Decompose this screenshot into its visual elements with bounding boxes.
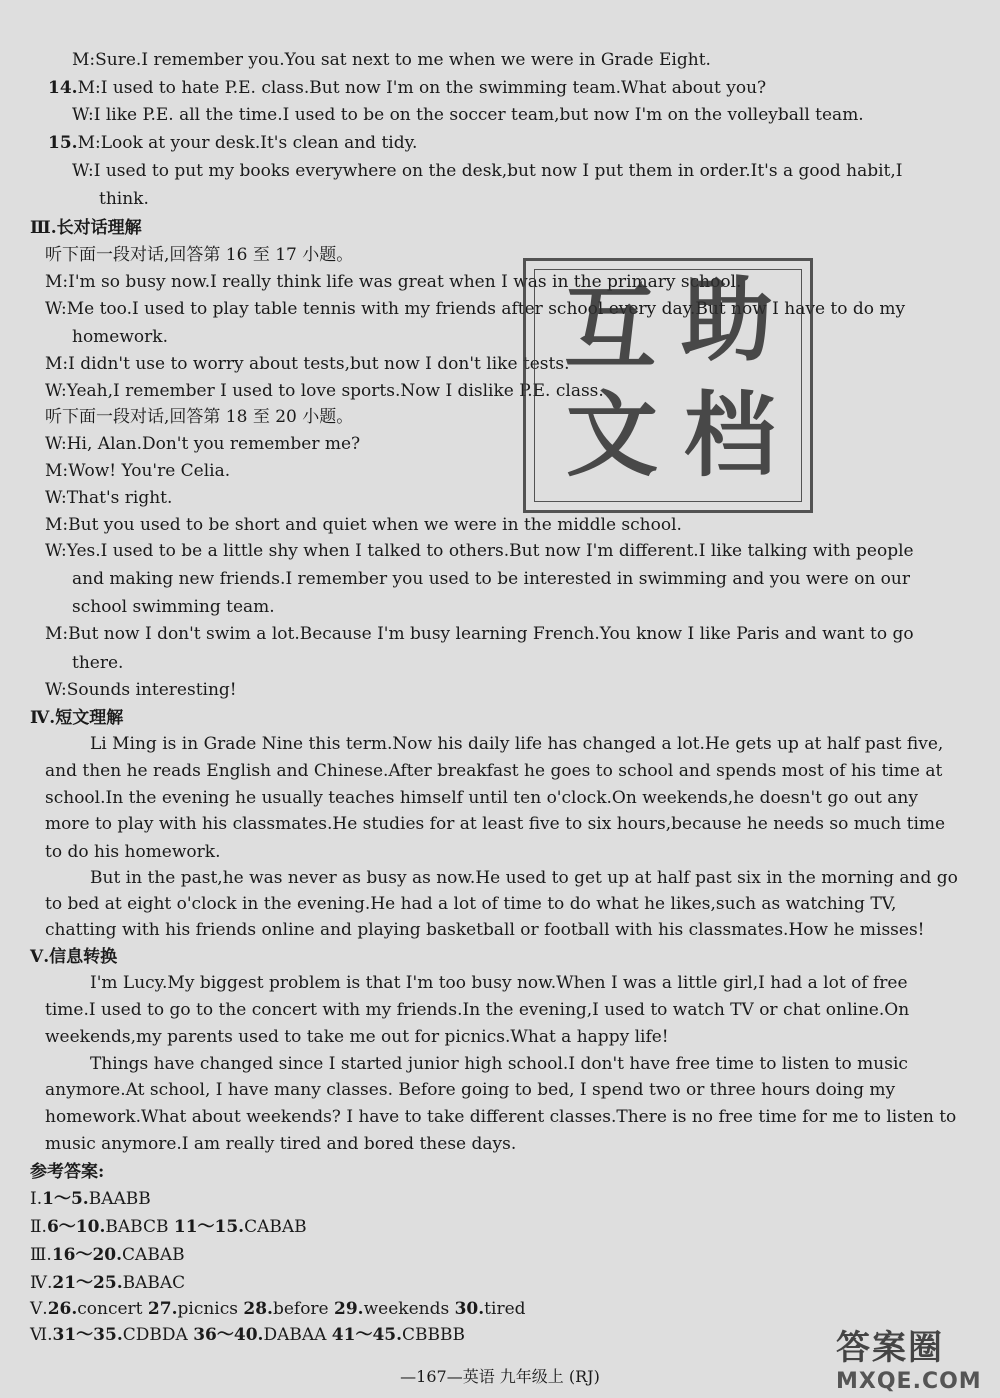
text-line: Li Ming is in Grade Nine this term.Now his daily life has changed a lot.He gets up at half past five,	[90, 734, 944, 754]
text-line: homework.	[72, 327, 168, 347]
text-line: M:But you used to be short and quiet when we were in the middle school.	[45, 515, 682, 535]
text-line: chatting with his friends online and playing basketball or football with his classmates.How he misses!	[45, 920, 925, 940]
text-line: more to play with his classmates.He studies for at least five to six hours,because he needs so much time	[45, 814, 946, 834]
text-line: I'm Lucy.My biggest problem is that I'm too busy now.When I was a little girl,I had a lot of free	[90, 973, 908, 993]
text-line: Ⅳ.短文理解	[30, 708, 124, 728]
answer-line: Ⅰ.1～5.BAABB	[30, 1189, 151, 1209]
text-line: Ⅴ.信息转换	[30, 947, 118, 967]
text-line: time.I used to go to the concert with my friends.In the evening,I used to watch TV or chat online.On	[45, 1000, 910, 1020]
text-line: W:I like P.E. all the time.I used to be on the soccer team,but now I'm on the volleyball team.	[72, 105, 864, 125]
watermark-stamp	[523, 258, 813, 513]
stamp-char-3: 文	[566, 382, 659, 489]
text-line: W:Hi, Alan.Don't you remember me?	[45, 434, 361, 454]
answer-line: Ⅲ.16～20.CABAB	[30, 1245, 185, 1265]
text-line: think.	[99, 189, 149, 209]
text-line: W:Me too.I used to play table tennis with my friends after school every day.But now I have to do my	[45, 299, 906, 319]
answers-title: 参考答案:	[30, 1162, 105, 1182]
site-watermark	[836, 1320, 986, 1394]
text-line: Things have changed since I started junior high school.I don't have free time to listen to music	[90, 1054, 908, 1074]
text-line: 15.M:Look at your desk.It's clean and tidy.	[48, 133, 418, 153]
text-line: W:I used to put my books everywhere on the desk,but now I put them in order.It's a good habit,I	[72, 161, 903, 181]
text-line: homework.What about weekends? I have to take different classes.There is no free time for me to listen to	[45, 1107, 957, 1127]
text-line: to do his homework.	[45, 842, 221, 862]
text-line: Ⅲ.长对话理解	[30, 218, 142, 238]
text-line: anymore.At school, I have many classes. Before going to bed, I spend two or three hours doing my	[45, 1080, 896, 1100]
text-line: and then he reads English and Chinese.After breakfast he goes to school and spends most of his time at	[45, 761, 943, 781]
text-line: music anymore.I am really tired and bored these days.	[45, 1134, 517, 1154]
text-line: to bed at eight o'clock in the evening.He had a lot of time to do what he likes,such as watching TV,	[45, 894, 897, 914]
answer-line: Ⅴ.26.concert 27.picnics 28.before 29.weekends 30.tired	[30, 1299, 526, 1319]
text-line: M:I'm so busy now.I really think life was great when I was in the primary school.	[45, 272, 742, 292]
answer-line: Ⅵ.31～35.CDBDA 36～40.DABAA 41～45.CBBBB	[30, 1325, 466, 1345]
stamp-char-2: 助	[681, 267, 774, 374]
text-line: W:Sounds interesting!	[45, 680, 237, 700]
answer-line: Ⅱ.6～10.BABCB 11～15.CABAB	[30, 1217, 307, 1237]
stamp-char-4: 档	[684, 382, 777, 489]
text-line: W:Yeah,I remember I used to love sports.Now I dislike P.E. class.	[45, 381, 604, 401]
text-line: school swimming team.	[72, 597, 275, 617]
watermark-domain: MXQE.COM	[836, 1369, 982, 1394]
text-line: W:That's right.	[45, 488, 173, 508]
text-line: school.In the evening he usually teaches himself until ten o'clock.On weekends,he doesn't go out any	[45, 788, 918, 808]
text-line: and making new friends.I remember you used to be interested in swimming and you were on our	[72, 569, 910, 589]
text-line: 14.M:I used to hate P.E. class.But now I'm on the swimming team.What about you?	[48, 78, 767, 98]
text-line: W:Yes.I used to be a little shy when I talked to others.But now I'm different.I like talking with people	[45, 541, 914, 561]
text-line: M:But now I don't swim a lot.Because I'm busy learning French.You know I like Paris and want to go	[45, 624, 914, 644]
text-line: M:Sure.I remember you.You sat next to me when we were in Grade Eight.	[72, 50, 711, 70]
text-line: But in the past,he was never as busy as now.He used to get up at half past six in the morning and go	[90, 868, 958, 888]
page-footer: —167—英语 九年级上 (RJ)	[400, 1367, 600, 1386]
text-line: 听下面一段对话,回答第 18 至 20 小题。	[45, 407, 354, 427]
text-line: M:I didn't use to worry about tests,but now I don't like tests.	[45, 354, 570, 374]
stamp-char-1: 互	[564, 275, 657, 382]
answer-line: Ⅳ.21～25.BABAC	[30, 1273, 186, 1293]
text-line: 听下面一段对话,回答第 16 至 17 小题。	[45, 245, 354, 265]
text-line: M:Wow! You're Celia.	[45, 461, 231, 481]
text-line: weekends,my parents used to take me out for picnics.What a happy life!	[45, 1027, 669, 1047]
text-line: there.	[72, 653, 124, 673]
watermark-logo-text: 答案圈	[836, 1328, 944, 1368]
